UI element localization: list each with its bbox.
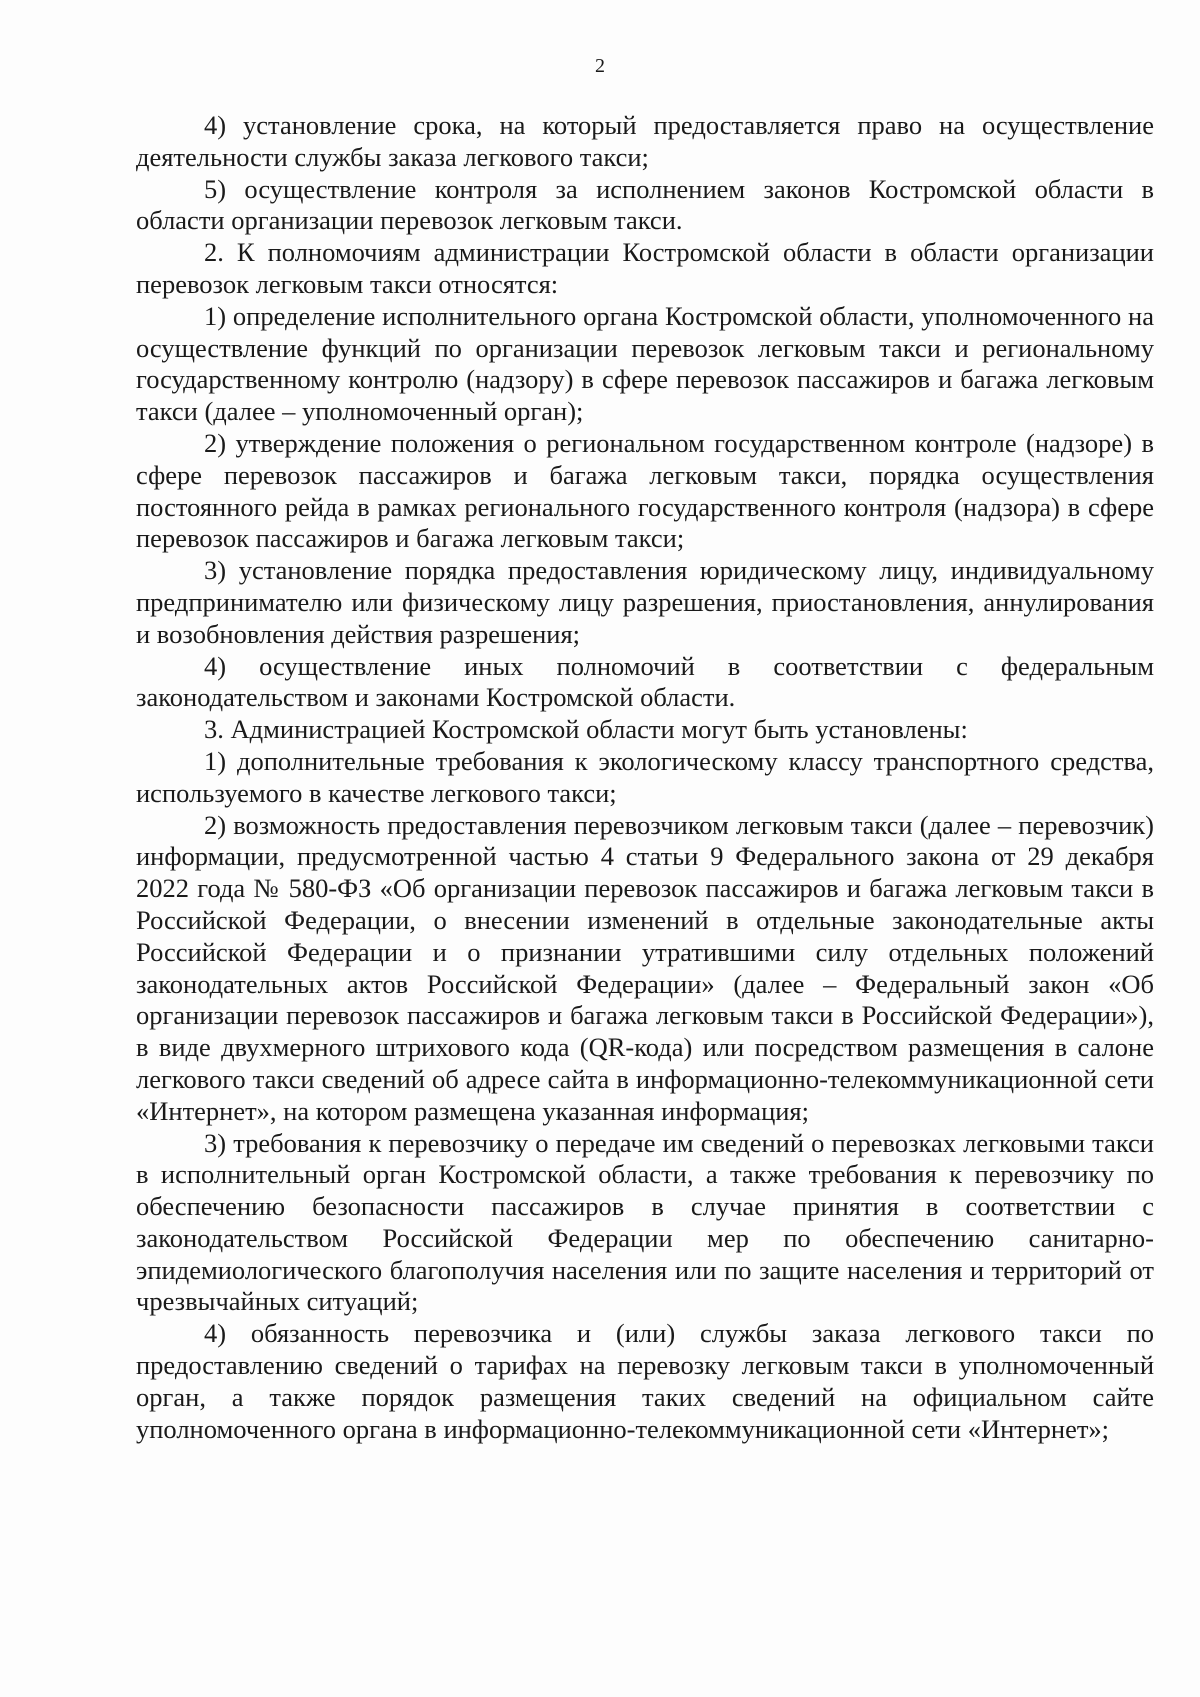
paragraph: 4) осуществление иных полномочий в соответствии с федеральным законодательством и законами Костромской области.: [136, 650, 1154, 713]
paragraph: 5) осуществление контроля за исполнением законов Костромской области в области организации перевозок легковым такси.: [136, 173, 1154, 236]
page-number: 2: [595, 55, 605, 77]
paragraph: 2) утверждение положения о региональном государственном контроле (надзоре) в сфере перевозок пассажиров и багажа легковым такси, порядка осуществления постоянного рейда в рамках регионального государственного контроля (надзора) в сфере перевозок пассажиров и багажа легковым такси;: [136, 427, 1154, 554]
paragraph: 3) установление порядка предоставления юридическому лицу, индивидуальному предпринимателю или физическому лицу разрешения, приостановления, аннулирования и возобновления действия разрешения;: [136, 555, 1154, 649]
paragraph: 3. Администрацией Костромской области могут быть установлены:: [204, 714, 968, 745]
document-body: [136, 110, 1154, 1445]
paragraph: 2. К полномочиям администрации Костромской области в области организации перевозок легковым такси относятся:: [136, 237, 1154, 299]
paragraph: 3) требования к перевозчику о передаче им сведений о перевозках легковыми такси в исполнительный орган Костромской области, а также требования к перевозчику по обеспечению безопасности пассажиров в случае принятия в соответствии с законодательством Российской Федерации мер по обеспечению санитарно-эпидемиологического благополучия населения или по защите населения и территорий от чрезвычайных ситуаций;: [136, 1127, 1154, 1317]
paragraph: 1) определение исполнительного органа Костромской области, уполномоченного на осуществление функций по организации перевозок легковым такси и региональному государственному контролю (надзору) в сфере перевозок пассажиров и багажа легковым такси (далее – уполномоченный орган);: [136, 300, 1154, 427]
paragraph: 4) установление срока, на который предоставляется право на осуществление деятельности службы заказа легкового такси;: [136, 110, 1154, 172]
paragraph: 2) возможность предоставления перевозчиком легковым такси (далее – перевозчик) информации, предусмотренной частью 4 статьи 9 Федерального закона от 29 декабря 2022 года № 580-ФЗ «Об организации перевозок пассажиров и багажа легковым такси в Российской Федерации, о внесении изменений в отдельные законодательные акты Российской Федерации и о признании утратившими силу отдельных положений законодательных актов Российской Федерации» (далее – Федеральный закон «Об организации перевозок пассажиров и багажа легковым такси в Российской Федерации»), в виде двухмерного штрихового кода (QR-кода) или посредством размещения в салоне легкового такси сведений об адресе сайта в информационно-телекоммуникационной сети «Интернет», на котором размещена указанная информация;: [136, 809, 1154, 1126]
paragraph: 4) обязанность перевозчика и (или) службы заказа легкового такси по предоставлению сведений о тарифах на перевозку легковым такси в уполномоченный орган, а также порядок размещения таких сведений на официальном сайте уполномоченного органа в информационно-телекоммуникационной сети «Интернет»;: [136, 1318, 1154, 1444]
paragraph: 1) дополнительные требования к экологическому классу транспортного средства, используемого в качестве легкового такси;: [136, 745, 1154, 808]
